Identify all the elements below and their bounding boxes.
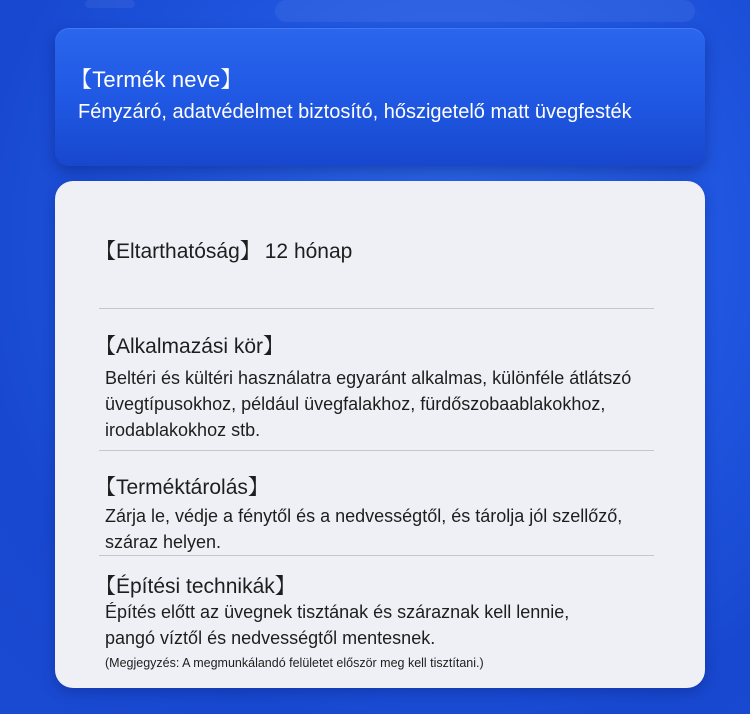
background-decoration	[85, 0, 135, 8]
product-name-value: Fényzáró, adatvédelmet biztosító, hőszigetelő matt üvegfesték	[78, 101, 632, 123]
shelf-life-value: 12 hónap	[264, 240, 353, 263]
product-name-card	[55, 28, 705, 166]
technique-line: pangó víztől és nedvességtől mentesnek.	[105, 628, 436, 648]
storage-heading: 【Terméktárolás】	[95, 476, 269, 499]
application-line: üvegtípusokhoz, például üvegfalakhoz, fürdőszobaablakokhoz,	[105, 394, 606, 414]
technique-line: Építés előtt az üvegnek tisztának és száraznak kell lennie,	[105, 602, 570, 622]
product-info-card	[55, 181, 705, 688]
section-divider	[99, 450, 654, 451]
technique-heading: 【Építési technikák】	[95, 575, 296, 598]
application-line: irodablakokhoz stb.	[105, 420, 261, 440]
section-divider	[99, 308, 654, 309]
storage-line: száraz helyen.	[105, 532, 222, 552]
storage-text	[105, 503, 705, 555]
application-line: Beltéri és kültéri használatra egyaránt alkalmas, különféle átlátszó	[105, 368, 632, 388]
technique-text	[105, 599, 705, 651]
application-heading: 【Alkalmazási kör】	[95, 335, 285, 358]
application-text	[105, 365, 705, 443]
product-name-label: 【Termék neve】	[70, 67, 243, 92]
storage-line: Zárja le, védje a fénytől és a nedvességtől, és tárolja jól szellőző,	[105, 506, 623, 526]
shelf-life-label: 【Eltarthatóság】	[95, 240, 261, 263]
background-decoration	[275, 0, 695, 22]
section-divider	[99, 555, 654, 556]
technique-note: (Megjegyzés: A megmunkálandó felületet először meg kell tisztítani.)	[105, 656, 484, 670]
shelf-life-heading	[95, 235, 352, 265]
